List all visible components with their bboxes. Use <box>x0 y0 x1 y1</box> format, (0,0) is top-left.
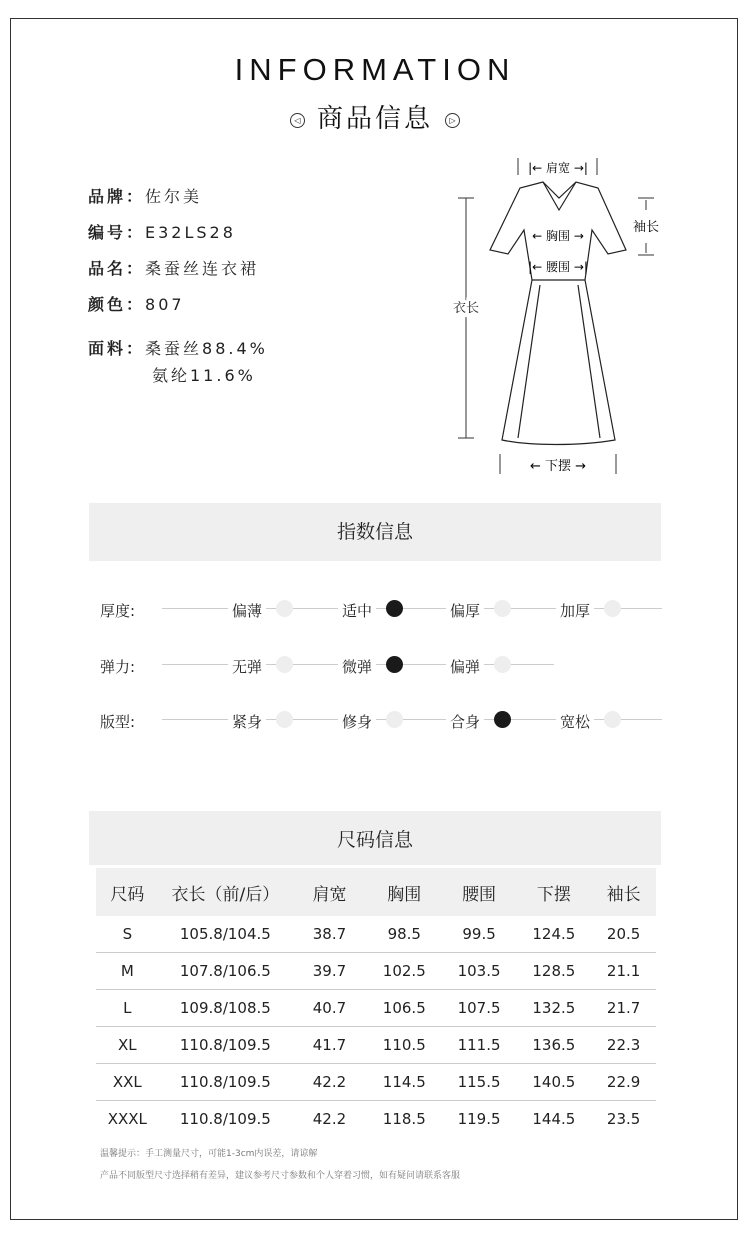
table-cell: 22.9 <box>591 1064 656 1101</box>
shoulder-arrow-right: →| <box>570 161 588 175</box>
table-cell: 115.5 <box>442 1064 517 1101</box>
shoulder-text: 肩宽 <box>545 161 571 175</box>
table-row <box>96 916 656 953</box>
table-cell: 41.7 <box>292 1027 367 1064</box>
table-cell: 20.5 <box>591 916 656 953</box>
length-label: 衣长 <box>452 301 480 316</box>
index-option: 偏弹 <box>446 656 484 677</box>
index-option: 紧身 <box>228 711 266 732</box>
table-cell: M <box>96 953 159 990</box>
shoulder-label <box>528 160 588 175</box>
chest-label <box>532 228 584 243</box>
size-table <box>96 868 656 1137</box>
index-dot-selected <box>494 711 511 728</box>
info-color-value: 807 <box>145 295 185 314</box>
table-cell: 98.5 <box>367 916 442 953</box>
chest-text: 胸围 <box>545 229 571 243</box>
table-cell: 42.2 <box>312 1110 347 1128</box>
hem-arrow-right: → <box>571 459 587 474</box>
title-chinese-text: 商品信息 <box>316 104 433 134</box>
info-fabric-value-2: 氨纶11.6% <box>152 366 256 385</box>
sleeve-label: 袖长 <box>632 220 660 235</box>
table-cell: XL <box>96 1027 159 1064</box>
table-cell: 40.7 <box>292 990 367 1027</box>
note-line-1: 温馨提示：手工测量尺寸，可能1-3cm内误差，请谅解 <box>100 1149 318 1159</box>
info-color <box>88 292 185 315</box>
table-row <box>96 1101 656 1138</box>
index-dot <box>494 656 511 673</box>
info-brand <box>88 184 202 207</box>
index-dot <box>494 600 511 617</box>
table-cell: 111.5 <box>442 1027 517 1064</box>
table-cell: 144.5 <box>532 1110 576 1128</box>
info-fabric-value-1: 桑蚕丝88.4% <box>145 339 268 358</box>
table-cell: 21.7 <box>591 990 656 1027</box>
index-section-title: 指数信息 <box>89 503 661 561</box>
hem-arrow-left: ← <box>529 459 545 474</box>
index-dot <box>604 711 621 728</box>
table-cell: 106.5 <box>367 990 442 1027</box>
index-option: 适中 <box>338 600 376 621</box>
note-line-2: 产品不同版型尺寸选择稍有差异，建议参考尺寸参数和个人穿着习惯，如有疑问请联系客服 <box>100 1171 461 1181</box>
index-option: 修身 <box>338 711 376 732</box>
table-cell: 140.5 <box>516 1064 591 1101</box>
table-cell: 99.5 <box>442 916 517 953</box>
dress-diagram <box>440 150 680 490</box>
header-sleeve: 袖长 <box>591 868 656 916</box>
size-section-title: 尺码信息 <box>89 811 661 865</box>
index-dot-selected <box>386 600 403 617</box>
title-chinese <box>0 98 750 135</box>
info-name-value: 桑蚕丝连衣裙 <box>145 259 260 278</box>
header-hem: 下摆 <box>516 868 591 916</box>
index-dot-selected <box>386 656 403 673</box>
index-option: 合身 <box>446 711 484 732</box>
info-name <box>88 256 259 279</box>
info-name-label: 品名： <box>88 259 146 278</box>
chest-arrow-left: ← <box>532 229 546 243</box>
left-arrow-icon: ◁ <box>290 113 305 128</box>
info-fabric-label: 面料： <box>88 339 146 358</box>
header-length: 衣长（前/后） <box>159 868 292 916</box>
index-option: 偏薄 <box>228 600 266 621</box>
table-cell: L <box>96 990 159 1027</box>
table-cell: 21.1 <box>591 953 656 990</box>
dress-outline-icon <box>490 182 626 445</box>
info-fabric <box>88 336 268 359</box>
table-row <box>96 1027 656 1064</box>
table-cell: 103.5 <box>442 953 517 990</box>
table-cell: 119.5 <box>457 1110 501 1128</box>
table-cell: 110.8/109.5 <box>159 1064 292 1101</box>
chest-arrow-right: → <box>570 229 584 243</box>
table-cell: 132.5 <box>516 990 591 1027</box>
waist-arrow-left: |← <box>528 260 546 274</box>
waist-text: 腰围 <box>545 260 571 274</box>
table-cell: 107.5 <box>442 990 517 1027</box>
size-table-body <box>96 916 656 1137</box>
index-option: 无弹 <box>228 656 266 677</box>
info-code-label: 编号： <box>88 223 146 242</box>
index-label: 厚度: <box>100 602 136 620</box>
index-option: 微弹 <box>338 656 376 677</box>
index-option: 偏厚 <box>446 600 484 621</box>
table-cell: 109.8/108.5 <box>159 990 292 1027</box>
size-table-header <box>96 868 656 916</box>
table-cell: 124.5 <box>516 916 591 953</box>
index-dot <box>276 600 293 617</box>
table-cell: 110.5 <box>367 1027 442 1064</box>
info-color-label: 颜色： <box>88 295 146 314</box>
table-cell: XXL <box>96 1064 159 1101</box>
index-label: 弹力: <box>100 658 136 676</box>
header-size: 尺码 <box>96 868 159 916</box>
shoulder-arrow-left: |← <box>528 161 546 175</box>
index-dot <box>386 711 403 728</box>
info-brand-label: 品牌： <box>88 187 146 206</box>
table-cell: 38.7 <box>292 916 367 953</box>
table-cell: 110.8/109.5 <box>179 1110 271 1128</box>
header-shoulder: 肩宽 <box>292 868 367 916</box>
table-cell: 110.8/109.5 <box>159 1027 292 1064</box>
table-cell: 136.5 <box>516 1027 591 1064</box>
table-cell: 23.5 <box>606 1110 641 1128</box>
title-english: INFORMATION <box>234 52 516 87</box>
hem-label <box>530 458 586 474</box>
table-cell: 107.8/106.5 <box>159 953 292 990</box>
info-code <box>88 220 236 243</box>
table-row <box>96 990 656 1027</box>
table-row <box>96 1064 656 1101</box>
index-option: 宽松 <box>556 711 594 732</box>
index-label: 版型: <box>100 713 136 731</box>
table-cell: 39.7 <box>292 953 367 990</box>
table-cell: S <box>96 916 159 953</box>
table-cell: 105.8/104.5 <box>159 916 292 953</box>
table-cell: 102.5 <box>367 953 442 990</box>
info-code-value: E32LS28 <box>145 223 236 242</box>
table-cell: 42.2 <box>292 1064 367 1101</box>
table-cell: 22.3 <box>591 1027 656 1064</box>
index-dot <box>276 711 293 728</box>
index-dot <box>604 600 621 617</box>
header-chest: 胸围 <box>367 868 442 916</box>
right-arrow-icon: ▷ <box>445 113 460 128</box>
hem-text: 下摆 <box>544 459 572 474</box>
table-cell: XXXL <box>107 1110 147 1128</box>
table-cell: 114.5 <box>367 1064 442 1101</box>
info-fabric-line2 <box>152 363 256 386</box>
table-row <box>96 953 656 990</box>
table-cell: 118.5 <box>382 1110 426 1128</box>
header-waist: 腰围 <box>442 868 517 916</box>
waist-arrow-right: →| <box>570 260 588 274</box>
info-brand-value: 佐尔美 <box>145 187 203 206</box>
waist-label <box>528 260 588 274</box>
index-dot <box>276 656 293 673</box>
table-cell: 128.5 <box>516 953 591 990</box>
index-option: 加厚 <box>556 600 594 621</box>
